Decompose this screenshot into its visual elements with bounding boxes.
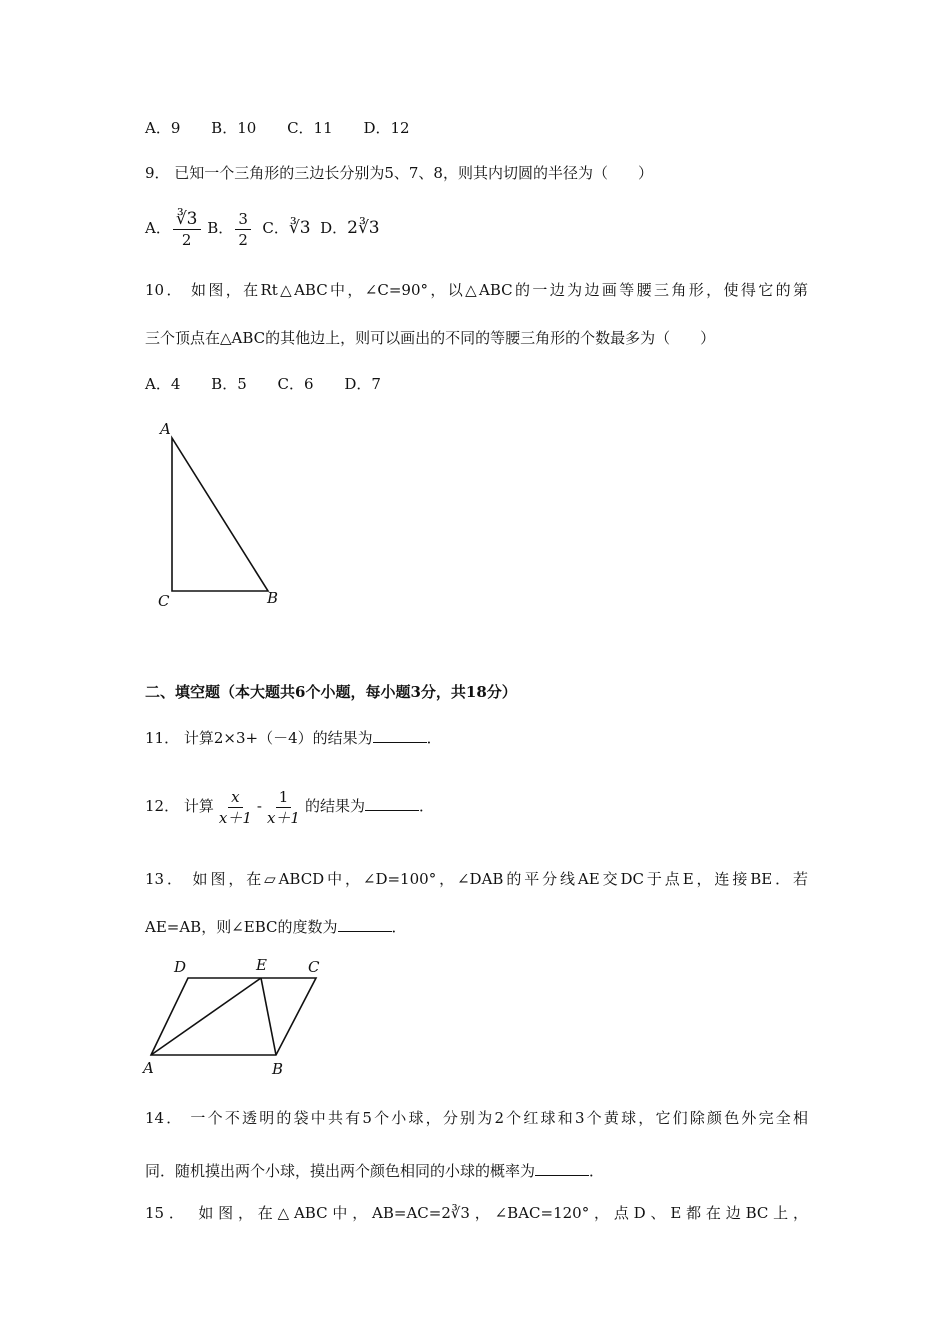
q12-answer-blank [365, 796, 419, 811]
q9-stem: 9． 已知一个三角形的三边长分别为5、7、8，则其内切圆的半径为（ ） [145, 164, 653, 182]
q9-option-b-fraction [235, 209, 251, 250]
q14-answer-blank [535, 1161, 589, 1176]
q14-line2 [145, 1161, 604, 1181]
q11-answer-blank [373, 728, 427, 743]
q12-fraction-1 [216, 787, 255, 828]
label-b: B [267, 589, 279, 607]
q9-option-d-value: 2∛3 [347, 218, 380, 238]
segment-be [261, 978, 276, 1055]
q14-end: ． [589, 1162, 605, 1180]
q12-minus: - [256, 797, 262, 815]
q11-text: 11． 计算2×3+（－4）的结果为 [145, 729, 373, 747]
label-e: E [256, 956, 267, 974]
q12-fraction-1-numerator: x [228, 787, 242, 808]
q10-line2: 三个顶点在△ABC的其他边上，则可以画出的不同的等腰三角形的个数最多为（ ） [145, 329, 716, 347]
q13-line2 [145, 917, 407, 937]
section-2-title: 二、填空题（本大题共6个小题，每小题3分，共18分） [145, 683, 517, 701]
q14-line2-text: 同．随机摸出两个小球，摸出两个颜色相同的小球的概率为 [145, 1162, 536, 1180]
q9-option-d-label: D． [320, 219, 348, 237]
q8-option-d: D．12 [363, 119, 410, 137]
q12-end: ． [418, 797, 434, 815]
q10-option-a: A．4 [145, 375, 181, 393]
q8-options [145, 118, 436, 138]
q10-options [145, 374, 407, 394]
q10-option-d: D．7 [344, 375, 381, 393]
label-c: C [158, 592, 170, 610]
q8-option-c: C．11 [287, 119, 333, 137]
q12-prefix: 12． 计算 [145, 797, 214, 815]
q9-option-c-label: C． [262, 219, 289, 237]
q9-option-b-label: B． [207, 219, 234, 237]
q10-option-b: B．5 [211, 375, 247, 393]
q13-answer-blank [338, 917, 392, 932]
q9-option-b-numerator: 3 [235, 209, 251, 230]
q11 [145, 728, 442, 748]
q9-option-a-label: A． [145, 219, 171, 237]
q9-option-a-denominator: 2 [181, 230, 192, 249]
q10-line1: 10． 如图，在Rt△ABC中，∠C=90°，以△ABC的一边为边画等腰三角形，使得它的第 [145, 281, 808, 299]
q13-line2-text: AE=AB，则∠EBC的度数为 [145, 918, 338, 936]
q12-fraction-2-denominator: x＋1 [266, 808, 300, 827]
q9-options [145, 206, 380, 250]
parallelogram-abcd [151, 978, 316, 1055]
label-a: A [143, 1059, 154, 1077]
q8-option-b: B．10 [211, 119, 257, 137]
q15-line1: 15． 如图，在△ABC中，AB=AC=2∛3，∠BAC=120°，点D、E都在边BC上， [145, 1204, 808, 1222]
q9-option-c-value: ∛3 [288, 218, 311, 238]
segment-ae [151, 978, 261, 1055]
label-a: A [160, 420, 171, 438]
q9-option-a-fraction [173, 209, 201, 250]
q12-fraction-1-denominator: x＋1 [218, 808, 252, 827]
label-b: B [272, 1060, 284, 1078]
q8-option-a: A．9 [145, 119, 181, 137]
q11-end: ． [426, 729, 442, 747]
q12 [145, 784, 434, 828]
q9-option-b-denominator: 2 [238, 230, 248, 249]
triangle-abc [172, 438, 268, 591]
q9-option-a-numerator: ∛3 [173, 209, 201, 230]
label-d: D [174, 958, 187, 976]
q10-option-c: C．6 [277, 375, 314, 393]
q13-line1: 13． 如图，在▱ABCD中，∠D=100°，∠DAB的平分线AE交DC于点E，连接BE．若 [145, 870, 808, 888]
q14-line1: 14． 一个不透明的袋中共有5个小球，分别为2个红球和3个黄球，它们除颜色外完全相 [145, 1109, 808, 1127]
q13-end: ． [391, 918, 407, 936]
q10-right-triangle-figure [150, 416, 290, 612]
q12-fraction-2-numerator: 1 [276, 787, 292, 808]
q12-suffix: 的结果为 [304, 797, 365, 815]
q12-fraction-2 [264, 787, 303, 828]
q13-parallelogram-figure [140, 956, 335, 1080]
label-c: C [308, 958, 320, 976]
